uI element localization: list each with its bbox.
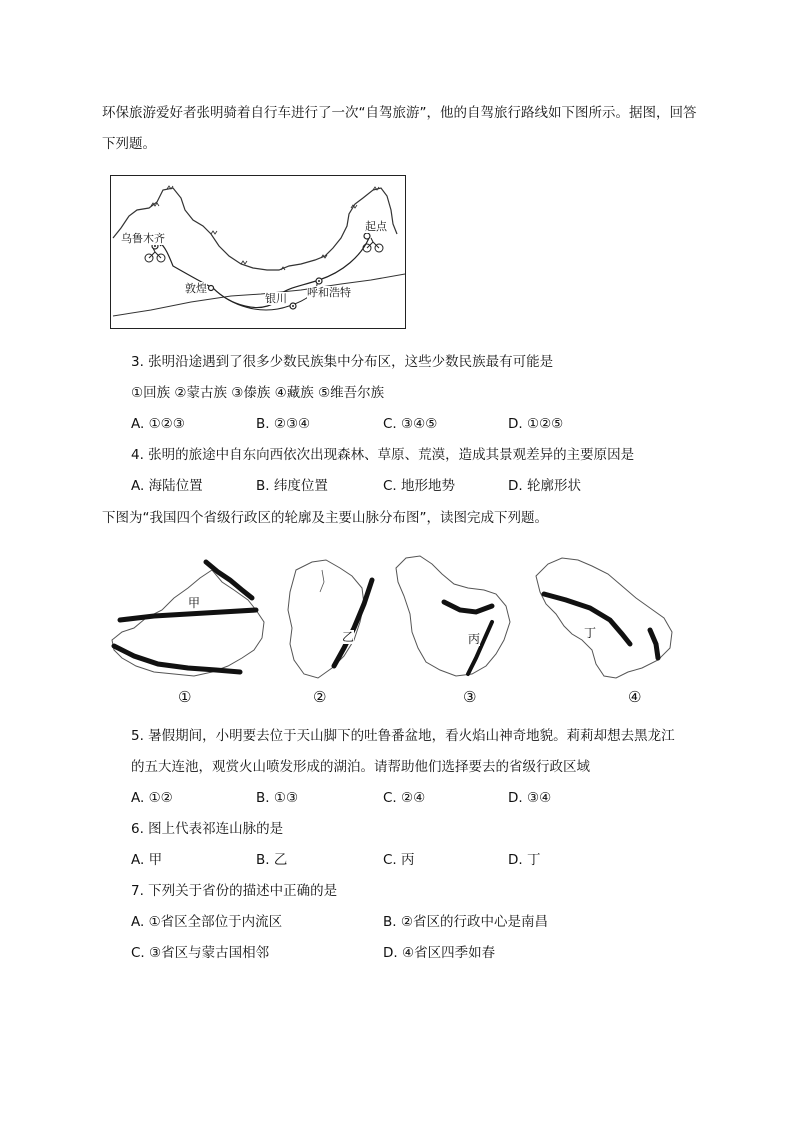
province-number-1: ①: [178, 688, 192, 706]
q3-option-d: D. ①②⑤: [508, 416, 564, 432]
q4-option-d: D. 轮廓形状: [508, 478, 581, 494]
q4-stem: 4. 张明的旅途中自东向西依次出现森林、草原、荒漠，造成其景观差异的主要原因是: [131, 447, 635, 463]
province-outline-4: [532, 548, 680, 686]
province-outline-3: [392, 548, 516, 686]
q5-option-b: B. ①③: [256, 790, 299, 806]
label-yinchuan: 银川: [265, 292, 287, 305]
q6-option-d: D. 丁: [508, 852, 541, 868]
q5-option-d: D. ③④: [508, 790, 552, 806]
q4-option-b: B. 纬度位置: [256, 478, 328, 494]
q7-option-c: C. ③省区与蒙古国相邻: [131, 945, 270, 961]
q3-stem: 3. 张明沿途遇到了很多少数民族集中分布区，这些少数民族最有可能是: [131, 354, 554, 370]
q7-option-a: A. ①省区全部位于内流区: [131, 914, 283, 930]
province-outline-1: [104, 548, 270, 686]
province-label-bing: 丙: [468, 632, 481, 646]
label-urumqi: 乌鲁木齐: [121, 232, 165, 245]
province-number-2: ②: [313, 688, 327, 706]
q3-option-a: A. ①②③: [131, 416, 185, 432]
q3-choices: ①回族 ②蒙古族 ③傣族 ④藏族 ⑤维吾尔族: [131, 385, 385, 401]
province-label-yi: 乙: [342, 630, 355, 644]
province-label-jia: 甲: [188, 596, 201, 610]
label-dunhuang: 敦煌: [185, 282, 207, 295]
province-number-3: ③: [463, 688, 477, 706]
q4-option-c: C. 地形地势: [383, 478, 456, 494]
q4-option-a: A. 海陆位置: [131, 478, 203, 494]
q5-stem: 5. 暑假期间，小明要去位于天山脚下的吐鲁番盆地，看火焰山神奇地貌。莉莉却想去黑龙江: [131, 728, 675, 744]
q7-option-b: B. ②省区的行政中心是南昌: [383, 914, 548, 930]
q5-stem-continued: 的五大连池，观赏火山喷发形成的湖泊。请帮助他们选择要去的省级行政区域: [131, 759, 590, 775]
q6-option-c: C. 丙: [383, 852, 415, 868]
q3-option-c: C. ③④⑤: [383, 416, 438, 432]
q6-option-b: B. 乙: [256, 852, 288, 868]
province-number-4: ④: [628, 688, 642, 706]
q7-stem: 7. 下列关于省份的描述中正确的是: [131, 883, 338, 899]
q3-option-b: B. ②③④: [256, 416, 311, 432]
intro-paragraph-2: 下图为“我国四个省级行政区的轮廓及主要山脉分布图”，读图完成下列题。: [102, 510, 548, 526]
label-start: 起点: [365, 220, 387, 233]
intro-paragraph-1: 环保旅游爱好者张明骑着自行车进行了一次“自驾旅游”，他的自驾旅行路线如下图所示。据图，回答下列题。: [102, 105, 697, 152]
province-label-ding: 丁: [584, 626, 597, 640]
route-map-drawing: [111, 176, 407, 330]
q5-option-c: C. ②④: [383, 790, 426, 806]
label-hohhot: 呼和浩特: [307, 286, 351, 299]
q6-option-a: A. 甲: [131, 852, 163, 868]
q5-option-a: A. ①②: [131, 790, 173, 806]
q7-option-d: D. ④省区四季如春: [383, 945, 496, 961]
province-outline-2: [282, 548, 378, 686]
route-map: [110, 175, 406, 329]
bicycle-icon: [145, 248, 165, 262]
q6-stem: 6. 图上代表祁连山脉的是: [131, 821, 284, 837]
